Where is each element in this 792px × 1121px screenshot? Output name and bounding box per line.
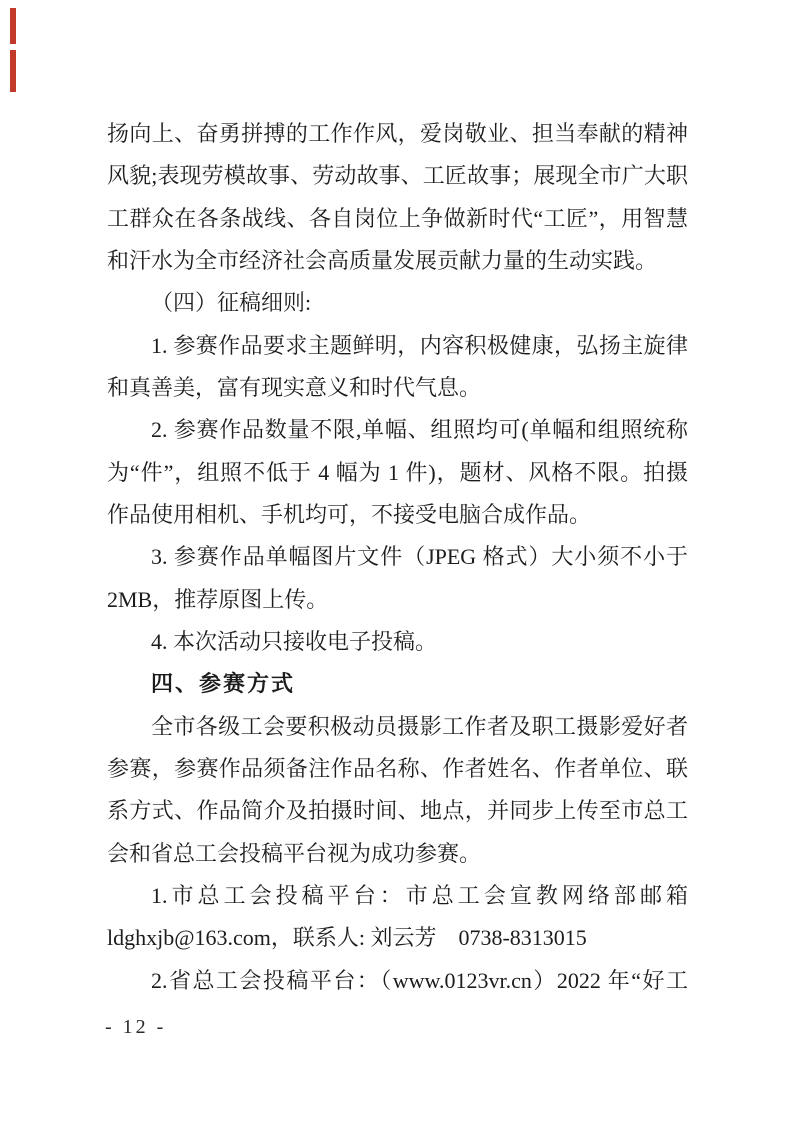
subsection-heading-line: （四）征稿细则: — [151, 290, 312, 315]
body-text-line: 为“件”，组照不低于 4 幅为 1 件)，题材、风格不限。拍摄 — [107, 460, 688, 485]
page-number: - 12 - — [105, 1016, 167, 1038]
body-text-line: 3. 参赛作品单幅图片文件（JPEG 格式）大小须不小于 — [151, 544, 688, 569]
body-text-line: 系方式、作品简介及拍摄时间、地点，并同步上传至市总工 — [107, 798, 688, 823]
body-text-line: 和汗水为全市经济社会高质量发展贡献力量的生动实践。 — [107, 248, 658, 273]
body-text-line: 1.市总工会投稿平台：市总工会宣教网络部邮箱 — [151, 883, 688, 908]
body-text-line: 风貌;表现劳模故事、劳动故事、工匠故事；展现全市广大职 — [107, 163, 688, 188]
body-text-line: 4. 本次活动只接收电子投稿。 — [151, 629, 438, 654]
red-edge-mark — [10, 8, 16, 44]
red-edge-mark — [10, 50, 16, 92]
body-text-line: 全市各级工会要积极动员摄影工作者及职工摄影爱好者 — [151, 714, 688, 739]
body-text-line: 工群众在各条战线、各自岗位上争做新时代“工匠”，用智慧 — [107, 206, 688, 231]
body-text-line: 参赛，参赛作品须备注作品名称、作者姓名、作者单位、联 — [107, 756, 688, 781]
contact-info-line: ldghxjb@163.com，联系人: 刘云芳 0738-8313015 — [107, 925, 587, 950]
body-text-line: 会和省总工会投稿平台视为成功参赛。 — [107, 841, 482, 866]
body-text-line: 1. 参赛作品要求主题鲜明，内容积极健康，弘扬主旋律 — [151, 333, 688, 358]
body-text-line: 作品使用相机、手机均可，不接受电脑合成作品。 — [107, 502, 592, 527]
body-text-line: 扬向上、奋勇拼搏的工作作风，爱岗敬业、担当奉献的精神 — [107, 121, 688, 146]
body-text-line: 2MB，推荐原图上传。 — [107, 587, 329, 612]
body-text-line: 2. 参赛作品数量不限,单幅、组照均可(单幅和组照统称 — [151, 417, 688, 442]
body-text-line: 和真善美，富有现实意义和时代气息。 — [107, 375, 482, 400]
body-text-line: 2.省总工会投稿平台：（www.0123vr.cn）2022 年“好工 — [151, 968, 688, 993]
section-heading-line: 四、参赛方式 — [151, 671, 296, 696]
